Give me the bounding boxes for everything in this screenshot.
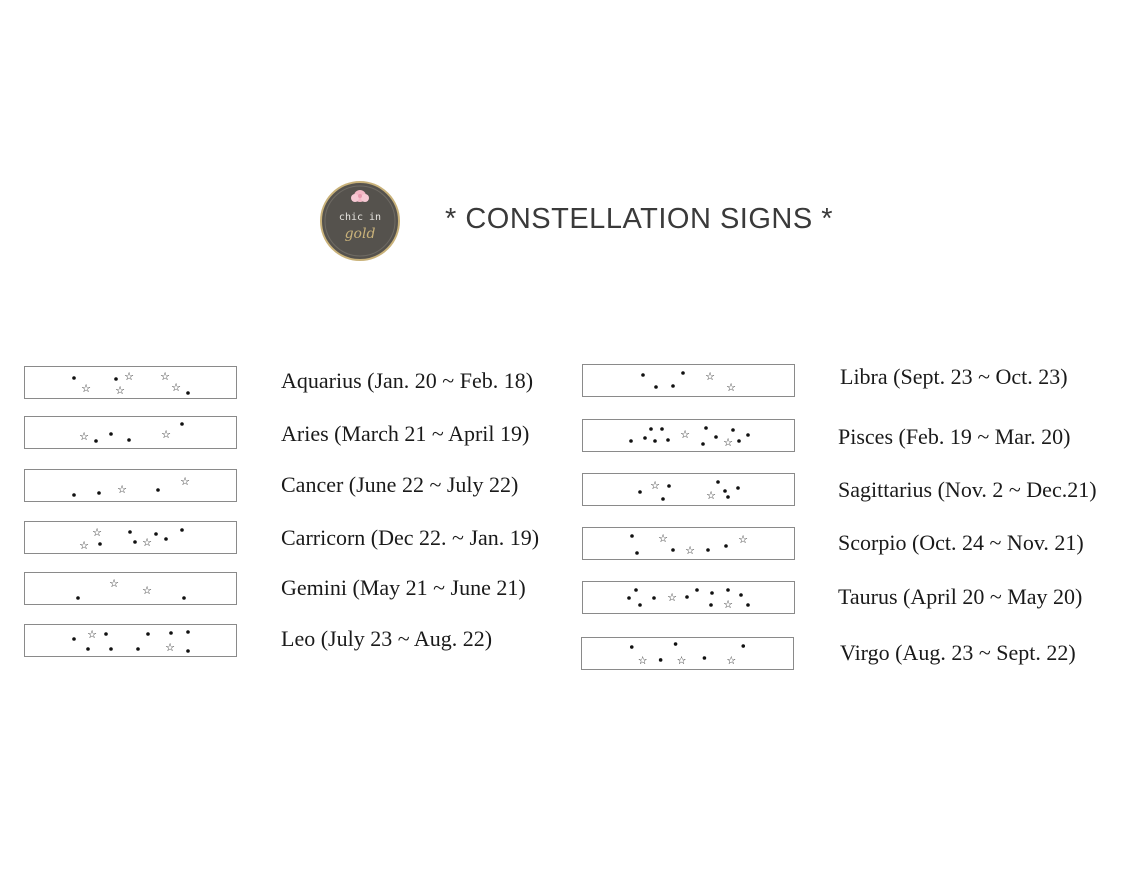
sign-label-aries: Aries (March 21 ~ April 19): [281, 421, 530, 446]
star-icon: ☆: [180, 475, 190, 488]
star-icon: ☆: [115, 384, 125, 397]
dot-icon: [98, 542, 102, 546]
star-icon: ☆: [726, 381, 736, 394]
aquarius-constellation-box: [24, 366, 237, 399]
dot-icon: [76, 596, 80, 600]
star-icon: ☆: [658, 532, 668, 545]
dot-icon: [638, 490, 642, 494]
cancer-constellation-box: [24, 469, 237, 502]
dot-icon: [649, 427, 653, 431]
star-icon: ☆: [142, 584, 152, 597]
dot-icon: [182, 596, 186, 600]
pisces-constellation-box: [582, 419, 795, 452]
dot-icon: [746, 433, 750, 437]
dot-icon: [737, 439, 741, 443]
star-icon: ☆: [160, 370, 170, 383]
star-icon: ☆: [726, 653, 737, 667]
star-icon: ☆: [723, 598, 733, 611]
dot-icon: [114, 377, 118, 381]
dot-icon: [726, 495, 730, 499]
svg-text:chic in: chic in: [338, 212, 382, 223]
dot-icon: [731, 428, 735, 432]
star-icon: ☆: [667, 591, 677, 604]
virgo-constellation-box: [581, 637, 794, 670]
dot-icon: [180, 528, 184, 532]
sign-label-scorpio: Scorpio (Oct. 24 ~ Nov. 21): [838, 530, 1084, 555]
star-icon: ☆: [79, 539, 89, 552]
star-icon: ☆: [92, 526, 102, 539]
dot-icon: [136, 647, 140, 651]
star-icon: ☆: [706, 489, 716, 502]
dot-icon: [109, 647, 113, 651]
sign-label-libra: Libra (Sept. 23 ~ Oct. 23): [840, 364, 1068, 389]
dot-icon: [643, 436, 647, 440]
dot-icon: [128, 530, 132, 534]
star-icon: ☆: [165, 641, 175, 654]
dot-icon: [709, 603, 713, 607]
page-title: * CONSTELLATION SIGNS *: [445, 203, 834, 235]
dot-icon: [638, 603, 642, 607]
star-icon: ☆: [142, 536, 152, 549]
dot-icon: [674, 642, 678, 646]
star-icon: ☆: [161, 428, 171, 441]
dot-icon: [726, 588, 730, 592]
dot-icon: [739, 593, 743, 597]
dot-icon: [681, 371, 685, 375]
star-icon: ☆: [676, 653, 687, 667]
star-icon: ☆: [705, 370, 715, 383]
dot-icon: [94, 439, 98, 443]
dot-icon: [630, 645, 634, 649]
dot-icon: [164, 537, 168, 541]
dot-icon: [685, 595, 689, 599]
dot-icon: [156, 488, 160, 492]
gemini-constellation-box: [24, 572, 237, 605]
dot-icon: [641, 373, 645, 377]
dot-icon: [716, 480, 720, 484]
capricorn-constellation-box: [24, 521, 237, 554]
dot-icon: [72, 376, 76, 380]
dot-icon: [634, 588, 638, 592]
dot-icon: [186, 630, 190, 634]
sign-label-virgo: Virgo (Aug. 23 ~ Sept. 22): [840, 640, 1076, 665]
star-icon: ☆: [723, 436, 733, 449]
sagittarius-constellation-box: [582, 473, 795, 506]
dot-icon: [186, 649, 190, 653]
sign-label-cancer: Cancer (June 22 ~ July 22): [281, 472, 519, 497]
dot-icon: [169, 631, 173, 635]
star-icon: ☆: [87, 628, 97, 641]
star-icon: ☆: [738, 533, 748, 546]
dot-icon: [666, 438, 670, 442]
dot-icon: [710, 591, 714, 595]
star-icon: ☆: [171, 381, 181, 394]
dot-icon: [695, 588, 699, 592]
star-icon: ☆: [124, 370, 134, 383]
dot-icon: [667, 484, 671, 488]
dot-icon: [704, 426, 708, 430]
sign-label-sagittarius: Sagittarius (Nov. 2 ~ Dec.21): [838, 477, 1097, 502]
dot-icon: [660, 427, 664, 431]
dot-icon: [109, 432, 113, 436]
dot-icon: [635, 551, 639, 555]
dot-icon: [629, 439, 633, 443]
star-icon: ☆: [117, 483, 127, 496]
sign-label-gemini: Gemini (May 21 ~ June 21): [281, 575, 526, 600]
dot-icon: [724, 544, 728, 548]
dot-icon: [186, 391, 190, 395]
dot-icon: [701, 442, 705, 446]
star-icon: ☆: [680, 428, 690, 441]
dot-icon: [180, 422, 184, 426]
dot-icon: [630, 534, 634, 538]
star-icon: ☆: [109, 577, 119, 590]
dot-icon: [146, 632, 150, 636]
sign-label-aquarius: Aquarius (Jan. 20 ~ Feb. 18): [281, 368, 534, 393]
sign-label-pisces: Pisces (Feb. 19 ~ Mar. 20): [838, 424, 1071, 449]
dot-icon: [104, 632, 108, 636]
dot-icon: [703, 656, 707, 660]
sign-label-capricorn: Carricorn (Dec 22. ~ Jan. 19): [281, 525, 540, 550]
dot-icon: [97, 491, 101, 495]
star-icon: ☆: [685, 544, 695, 557]
dot-icon: [736, 486, 740, 490]
dot-icon: [671, 548, 675, 552]
dot-icon: [671, 384, 675, 388]
star-icon: ☆: [650, 479, 660, 492]
sign-label-leo: Leo (July 23 ~ Aug. 22): [281, 626, 493, 651]
dot-icon: [154, 532, 158, 536]
dot-icon: [86, 647, 90, 651]
dot-icon: [627, 596, 631, 600]
dot-icon: [133, 540, 137, 544]
leo-constellation-box: [24, 624, 237, 657]
scorpio-constellation-box: [582, 527, 795, 560]
dot-icon: [654, 385, 658, 389]
dot-icon: [746, 603, 750, 607]
libra-constellation-box: [582, 364, 795, 397]
sign-label-taurus: Taurus (April 20 ~ May 20): [838, 584, 1083, 609]
dot-icon: [659, 658, 663, 662]
dot-icon: [661, 497, 665, 501]
dot-icon: [653, 439, 657, 443]
dot-icon: [706, 548, 710, 552]
dot-icon: [72, 637, 76, 641]
star-icon: ☆: [79, 430, 89, 443]
aries-constellation-box: [24, 416, 237, 449]
dot-icon: [127, 438, 131, 442]
dot-icon: [723, 489, 727, 493]
star-icon: ☆: [81, 382, 91, 395]
star-icon: ☆: [637, 653, 648, 667]
taurus-constellation-box: [582, 581, 795, 614]
dot-icon: [741, 644, 745, 648]
dot-icon: [714, 435, 718, 439]
dot-icon: [652, 596, 656, 600]
chic-in-gold-logo: [320, 181, 400, 261]
dot-icon: [72, 493, 76, 497]
svg-text:gold: gold: [344, 226, 376, 242]
